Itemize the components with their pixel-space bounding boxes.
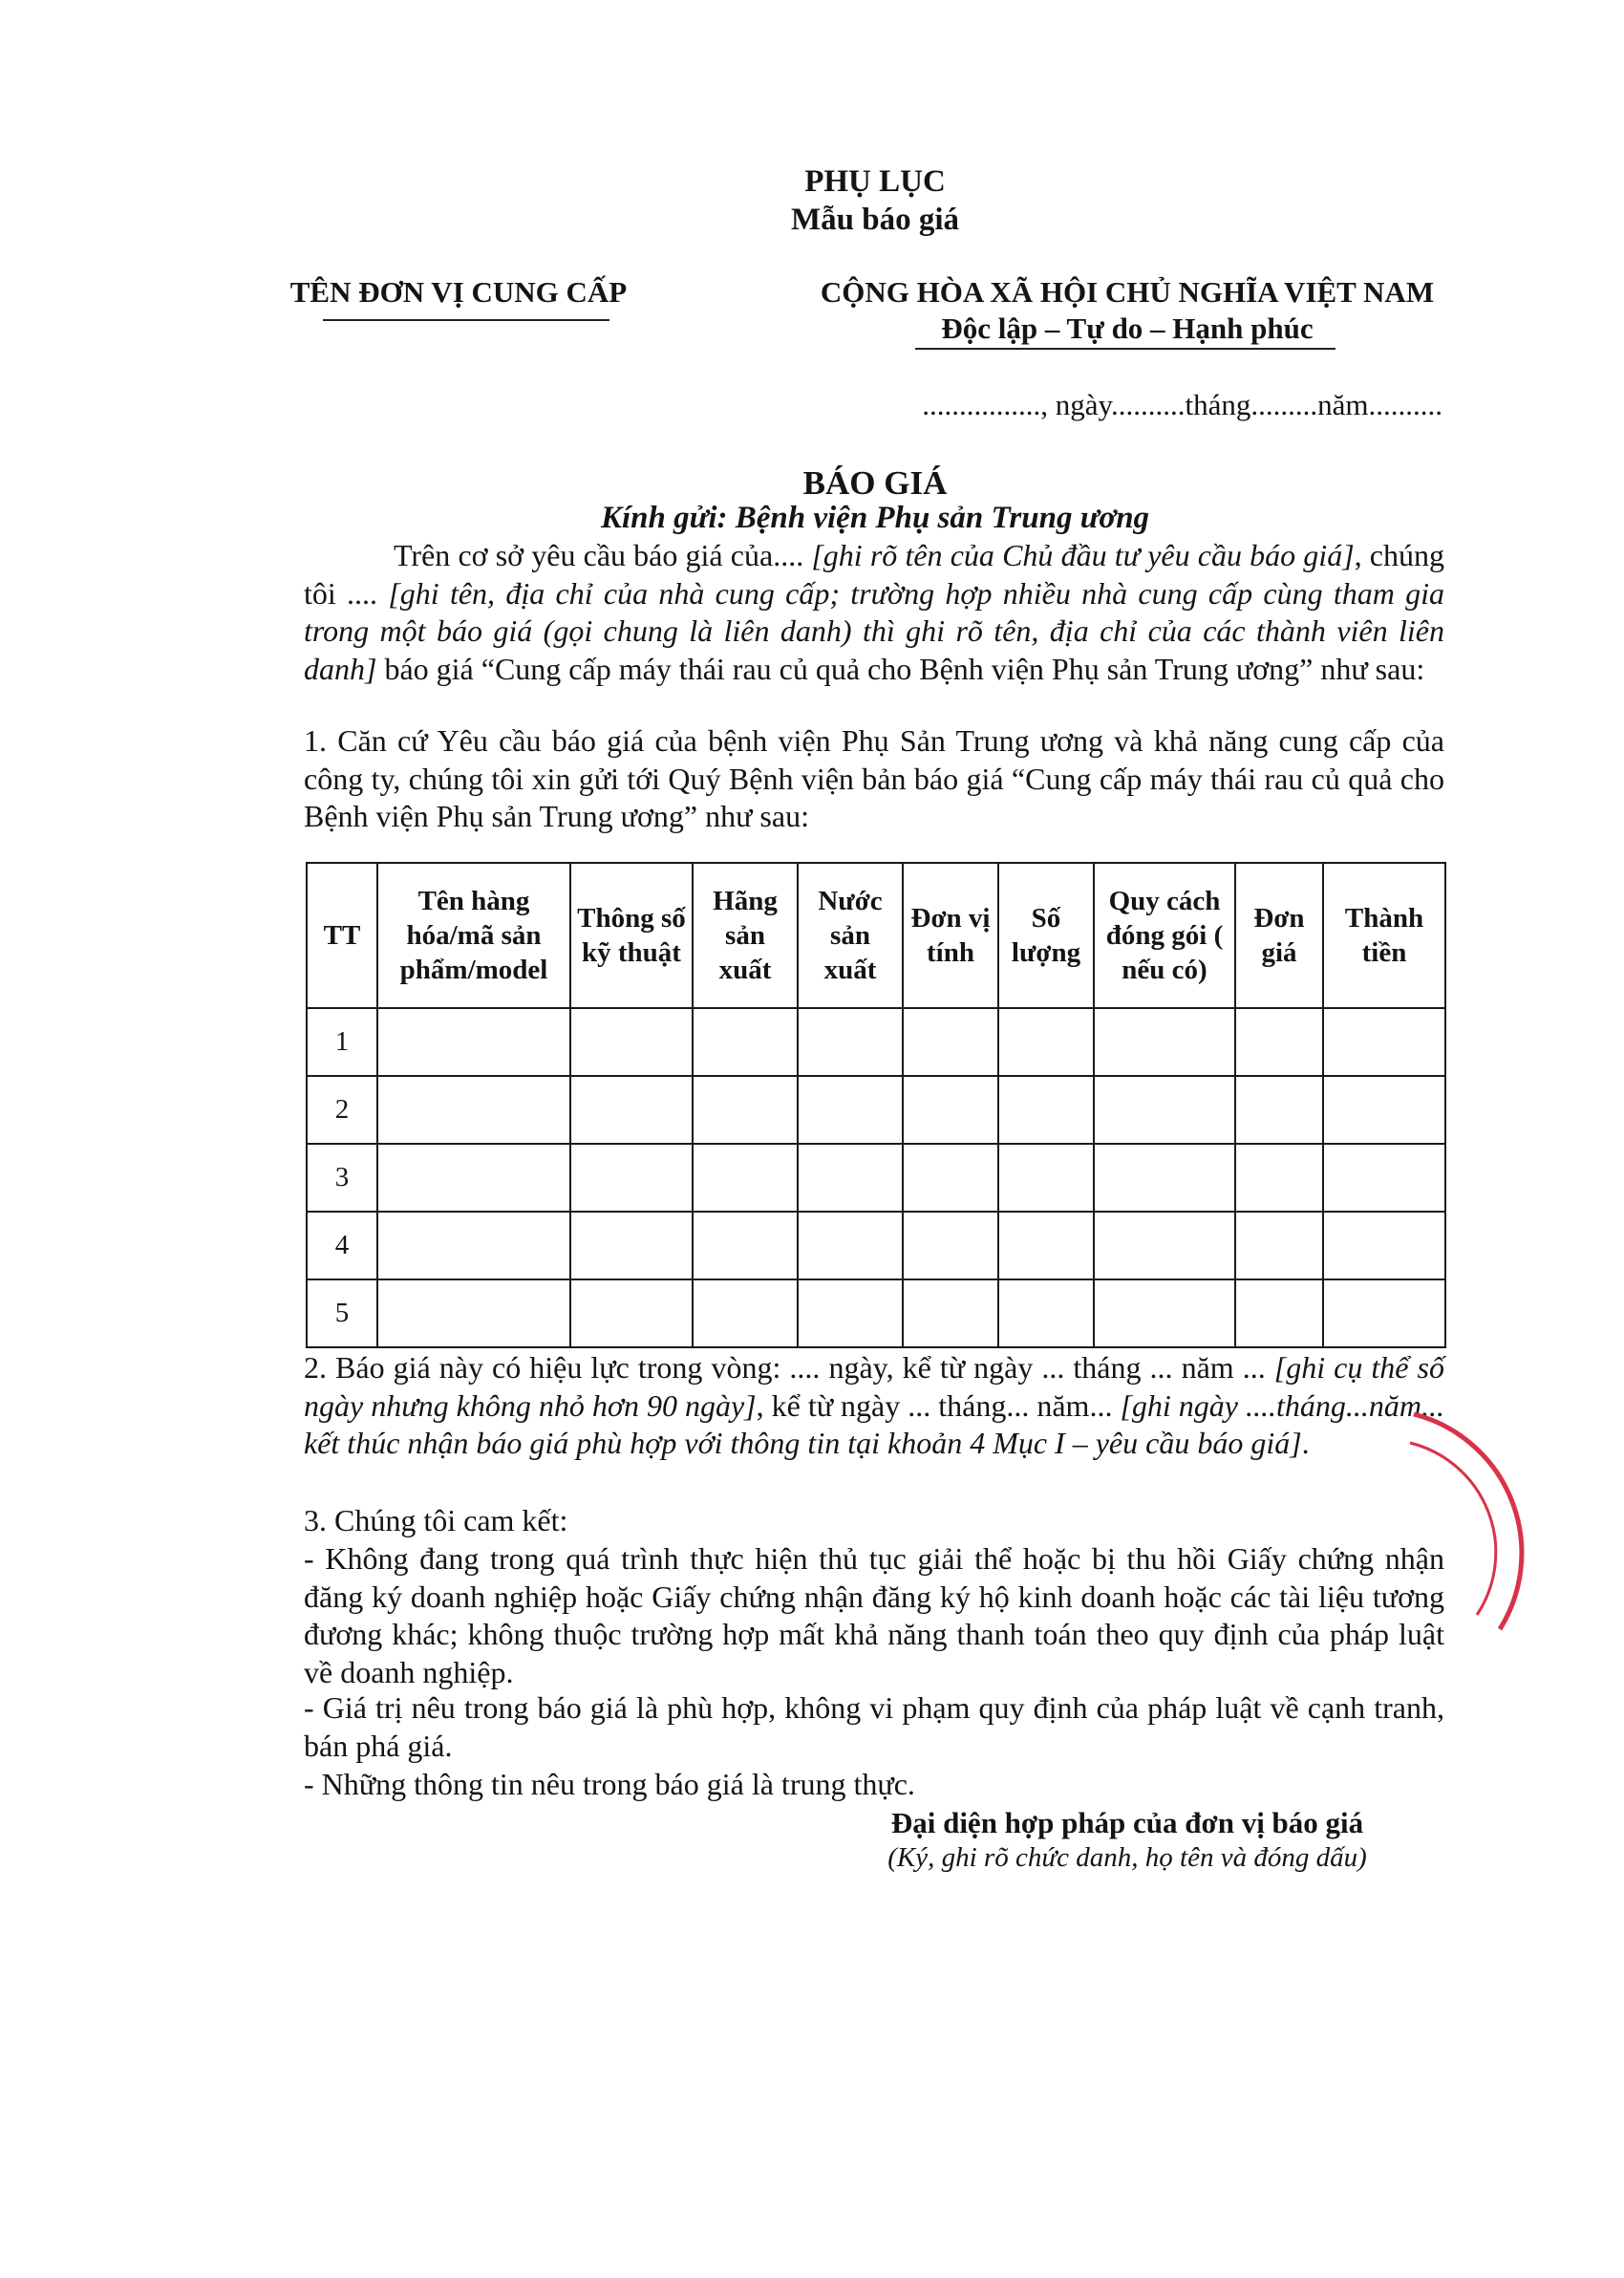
country-name: CỘNG HÒA XÃ HỘI CHỦ NGHĨA VIỆT NAM xyxy=(820,275,1435,309)
red-stamp-partial xyxy=(1385,1376,1624,1634)
section-2-italic-1: [ghi cụ thể số ngày nhưng không nhỏ hơn 90 ngày] xyxy=(304,1350,1445,1423)
section-2-paragraph xyxy=(304,1349,1444,1463)
intro-italic-1: [ghi rõ tên của Chủ đầu tư yêu cầu báo giá] xyxy=(811,538,1355,572)
header-country-of-origin: Nước sản xuất xyxy=(798,863,903,1008)
intro-text-3: báo giá “Cung cấp máy thái rau củ quả cho Bệnh viện Phụ sản Trung ương” như sau: xyxy=(376,651,1425,686)
intro-paragraph xyxy=(304,537,1444,688)
stamp-outer-arc xyxy=(1414,1414,1522,1629)
stamp-inner-arc xyxy=(1410,1443,1496,1615)
header-tt: TT xyxy=(307,863,377,1008)
intro-text-1: Trên cơ sở yêu cầu báo giá của.... xyxy=(394,538,812,572)
signature-title: Đại diện hợp pháp của đơn vị báo giá xyxy=(890,1806,1364,1839)
form-name: Mẫu báo giá xyxy=(790,203,960,237)
row-number: 3 xyxy=(307,1144,377,1212)
table-row xyxy=(307,1212,1445,1279)
unit-underline xyxy=(323,319,609,321)
section-3-heading: 3. Chúng tôi cam kết: xyxy=(304,1503,568,1537)
section-2-text-2: , kể từ ngày ... tháng... năm... xyxy=(756,1387,1121,1423)
motto-underline xyxy=(915,348,1336,350)
header-total: Thành tiền xyxy=(1323,863,1445,1008)
national-motto: Độc lập – Tự do – Hạnh phúc xyxy=(941,312,1314,345)
section-2-text-1: 2. Báo giá này có hiệu lực trong vòng: .... ngày, kể từ ngày ... tháng ... năm ... xyxy=(304,1350,1274,1385)
row-number: 5 xyxy=(307,1279,377,1347)
row-number: 1 xyxy=(307,1008,377,1076)
table-row xyxy=(307,1008,1445,1076)
section-2-text-3: . xyxy=(1301,1426,1310,1460)
header-unit: Đơn vị tính xyxy=(903,863,998,1008)
row-number: 2 xyxy=(307,1076,377,1144)
intro-text-2: , chúng tôi .... xyxy=(304,538,1444,611)
quote-title: BÁO GIÁ xyxy=(802,464,948,502)
table-row xyxy=(307,1076,1445,1144)
header-specifications: Thông số kỹ thuật xyxy=(570,863,693,1008)
commitment-1: - Không đang trong quá trình thực hiện thủ tục giải thể hoặc bị thu hồi Giấy chứng nhận đăng ký doanh nghiệp hoặc Giấy chứng nhận đăng ký hộ kinh doanh hoặc các tài liệu tương đương khác; không thuộc trường hợp mất khả năng thanh toán theo quy định của pháp luật về doanh nghiệp. xyxy=(304,1541,1444,1689)
section-1-paragraph: 1. Căn cứ Yêu cầu báo giá của bệnh viện Phụ Sản Trung ương và khả năng cung cấp của công ty, chúng tôi xin gửi tới Quý Bệnh viện bản báo giá “Cung cấp máy thái rau củ quả cho Bệnh viện Phụ sản Trung ương” như sau: xyxy=(304,723,1444,833)
quote-recipient: Kính gửi: Bệnh viện Phụ sản Trung ương xyxy=(600,501,1150,535)
signature-note: (Ký, ghi rõ chức danh, họ tên và đóng dấu) xyxy=(887,1842,1367,1873)
commitment-3: - Những thông tin nêu trong báo giá là trung thực. xyxy=(304,1767,915,1801)
row-number: 4 xyxy=(307,1212,377,1279)
header-unit-price: Đơn giá xyxy=(1235,863,1323,1008)
header-packaging: Quy cách đóng gói ( nếu có) xyxy=(1094,863,1235,1008)
table-row xyxy=(307,1279,1445,1347)
commitment-2: - Giá trị nêu trong báo giá là phù hợp, không vi phạm quy định của pháp luật về cạnh tranh, bán phá giá. xyxy=(304,1690,1444,1763)
table-header-row xyxy=(307,863,1445,1008)
header-quantity: Số lượng xyxy=(998,863,1094,1008)
appendix-title: PHỤ LỤC xyxy=(804,164,946,199)
quote-table xyxy=(306,862,1446,1348)
header-manufacturer: Hãng sản xuất xyxy=(693,863,798,1008)
dateline: ................, ngày..........tháng.........năm.......... xyxy=(922,388,1442,421)
header-product-name: Tên hàng hóa/mã sản phẩm/model xyxy=(377,863,570,1008)
intro-italic-2: [ghi tên, địa chỉ của nhà cung cấp; trường hợp nhiều nhà cung cấp cùng tham gia trong một báo giá (gọi chung là liên danh) thì ghi rõ tên, địa chỉ của các thành viên liên danh] xyxy=(304,575,1445,686)
supplier-unit-name: TÊN ĐƠN VỊ CUNG CẤP xyxy=(289,275,628,309)
section-2-italic-2: [ghi ngày ....tháng...năm... kết thúc nhận báo giá phù hợp với thông tin tại khoản 4 Mục I – yêu cầu báo giá] xyxy=(304,1387,1445,1460)
table-row xyxy=(307,1144,1445,1212)
